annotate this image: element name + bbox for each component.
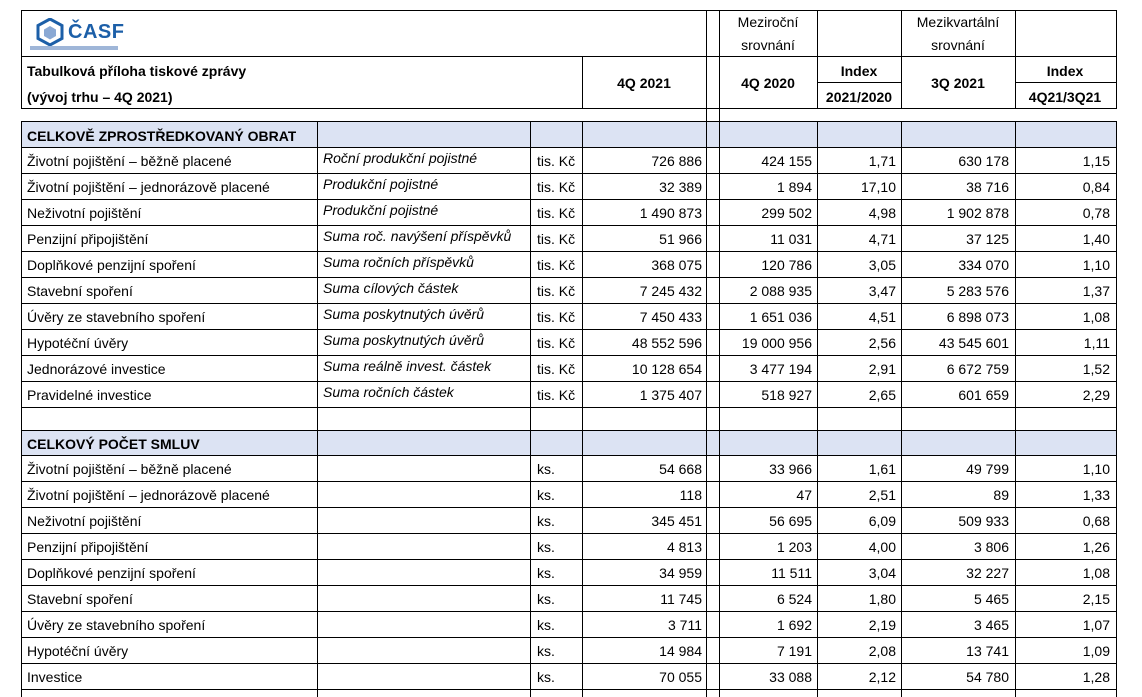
grid-line [1015, 10, 1016, 108]
grid-line [21, 611, 1117, 612]
value-4q2021: 32 389 [659, 179, 702, 195]
value-3q2021: 32 227 [966, 565, 1009, 581]
value-4q2020: 1 692 [776, 617, 812, 633]
grid-line [1116, 10, 1117, 108]
value-4q2021: 7 245 432 [639, 283, 702, 299]
index-2021-2020: 4,71 [868, 231, 896, 247]
index-2021-2020: 3,04 [868, 565, 896, 581]
grid-line [719, 108, 720, 121]
table-title: Tabulková příloha tiskové zprávy [27, 63, 247, 79]
row-name: Životní pojištění – jednorázově placené [27, 487, 270, 503]
row-name: Úvěry ze stavebního spoření [27, 309, 206, 325]
value-4q2021: 11 745 [660, 591, 702, 607]
value-4q2020: 1 651 036 [749, 309, 812, 325]
grid-line [706, 108, 707, 121]
row-metric: Suma poskytnutých úvěrů [323, 332, 485, 348]
index-2021-2020: 6,09 [868, 513, 896, 529]
row-unit: tis. Kč [537, 257, 576, 273]
row-metric: Roční produkční pojistné [323, 150, 478, 166]
grid-line [21, 481, 1117, 482]
grid-line [21, 455, 1117, 456]
row-metric: Suma roč. navýšení příspěvků [323, 228, 512, 244]
value-3q2021: 54 780 [966, 669, 1009, 685]
value-4q2020: 7 191 [776, 643, 812, 659]
grid-line [1116, 121, 1117, 430]
section2-title: CELKOVÝ POČET SMLUV [27, 436, 200, 452]
row-unit: ks. [537, 565, 555, 581]
index-2021-2020: 2,08 [868, 643, 896, 659]
row-name: Doplňkové penzijní spoření [27, 257, 196, 273]
row-unit: tis. Kč [537, 387, 576, 403]
grid-line [719, 121, 720, 430]
value-4q2021: 7 450 433 [639, 309, 702, 325]
value-4q2021: 118 [679, 487, 702, 503]
grid-line [530, 121, 531, 430]
row-name: Stavební spoření [27, 283, 133, 299]
value-4q2020: 33 088 [769, 669, 812, 685]
grid-line [317, 430, 318, 697]
grid-line [21, 121, 1117, 122]
row-name: Investice [27, 669, 83, 685]
casf-logo [36, 18, 124, 46]
col-header-index2-period: 4Q21/3Q21 [1028, 89, 1102, 105]
grid-line [21, 251, 1117, 252]
grid-line [530, 430, 531, 697]
value-3q2021: 5 283 576 [946, 283, 1009, 299]
grid-line [21, 407, 1117, 408]
index-2021-2020: 4,98 [868, 205, 896, 221]
row-name: Hypotéční úvěry [27, 335, 129, 351]
index-2021-2020: 2,65 [868, 387, 896, 403]
row-unit: tis. Kč [537, 361, 576, 377]
row-name: Životní pojištění – jednorázově placené [27, 179, 270, 195]
index-2021-2020: 4,51 [868, 309, 896, 325]
value-3q2021: 6 898 073 [946, 309, 1009, 325]
value-4q2020: 3 477 194 [749, 361, 812, 377]
row-name: Životní pojištění – běžně placené [27, 461, 232, 477]
value-4q2020: 19 000 956 [741, 335, 812, 351]
row-metric: Suma ročních příspěvků [323, 254, 474, 270]
row-unit: tis. Kč [537, 283, 576, 299]
row-name: Penzijní připojištění [27, 231, 149, 247]
value-3q2021: 601 659 [958, 387, 1009, 403]
logo-underline [30, 46, 118, 50]
value-3q2021: 5 465 [973, 591, 1009, 607]
col-header-index1-period: 2021/2020 [825, 89, 893, 105]
value-4q2020: 11 031 [770, 231, 812, 247]
index-4q21-3q21: 1,11 [1083, 335, 1110, 351]
index-2021-2020: 3,47 [868, 283, 896, 299]
value-3q2021: 37 125 [966, 231, 1009, 247]
value-3q2021: 3 465 [973, 617, 1009, 633]
value-4q2021: 368 075 [651, 257, 702, 273]
hexagon-logo-icon [36, 18, 64, 46]
value-4q2021: 54 668 [659, 461, 702, 477]
grid-line [21, 173, 1117, 174]
value-4q2020: 33 966 [769, 461, 812, 477]
index-4q21-3q21: 1,10 [1082, 461, 1110, 477]
index-4q21-3q21: 1,33 [1082, 487, 1110, 503]
grid-line [901, 121, 902, 430]
value-3q2021: 1 902 878 [946, 205, 1009, 221]
value-3q2021: 509 933 [958, 513, 1009, 529]
index-2021-2020: 1,80 [868, 591, 896, 607]
row-name: Úvěry ze stavebního spoření [27, 617, 206, 633]
row-name: Pravidelné investice [27, 387, 152, 403]
row-name: Neživotní pojištění [27, 513, 142, 529]
grid-line [706, 10, 707, 108]
row-unit: tis. Kč [537, 335, 576, 351]
grid-line [582, 430, 583, 697]
grid-line [21, 225, 1117, 226]
value-3q2021: 3 806 [973, 539, 1009, 555]
row-metric: Suma ročních částek [323, 384, 454, 400]
value-4q2021: 1 490 873 [639, 205, 702, 221]
grid-line [706, 121, 707, 430]
value-4q2021: 3 711 [668, 617, 702, 633]
col-header-index2: Index [1046, 63, 1084, 79]
index-4q21-3q21: 1,08 [1082, 309, 1110, 325]
value-4q2020: 6 524 [776, 591, 812, 607]
value-4q2021: 34 959 [659, 565, 702, 581]
grid-line [21, 507, 1117, 508]
row-name: Stavební spoření [27, 591, 133, 607]
value-4q2020: 1 894 [776, 179, 812, 195]
row-unit: ks. [537, 539, 555, 555]
col-header-4q2021: 4Q 2021 [617, 75, 671, 91]
grid-line [21, 147, 1117, 148]
value-4q2020: 518 927 [761, 387, 812, 403]
index-2021-2020: 1,61 [868, 461, 896, 477]
row-metric: Produkční pojistné [323, 176, 439, 192]
grid-line [21, 10, 22, 108]
section1-title: CELKOVĚ ZPROSTŘEDKOVANÝ OBRAT [27, 128, 297, 144]
value-4q2020: 1 203 [776, 539, 812, 555]
value-3q2021: 43 545 601 [938, 335, 1009, 351]
index-4q21-3q21: 1,15 [1082, 153, 1110, 169]
logo-text: ČASF [68, 20, 125, 43]
grid-line [21, 10, 1117, 11]
row-name: Životní pojištění – běžně placené [27, 153, 232, 169]
grid-line [21, 637, 1117, 638]
grid-line [317, 121, 318, 430]
col-header-3q2021: 3Q 2021 [931, 75, 985, 91]
index-4q21-3q21: 1,07 [1082, 617, 1110, 633]
index-4q21-3q21: 2,29 [1082, 387, 1110, 403]
grid-line [21, 430, 22, 697]
index-4q21-3q21: 0,68 [1082, 513, 1110, 529]
row-name: Penzijní připojištění [27, 539, 149, 555]
yoy-label-1: Meziroční [737, 14, 799, 30]
grid-line [21, 559, 1117, 560]
row-name: Neživotní pojištění [27, 205, 142, 221]
row-metric: Suma poskytnutých úvěrů [323, 306, 485, 322]
table-subtitle: (vývoj trhu – 4Q 2021) [27, 89, 173, 105]
index-4q21-3q21: 1,52 [1082, 361, 1110, 377]
grid-line [21, 277, 1117, 278]
index-2021-2020: 2,19 [868, 617, 896, 633]
value-3q2021: 630 178 [958, 153, 1009, 169]
row-unit: ks. [537, 513, 555, 529]
grid-line [21, 121, 22, 430]
grid-line [1015, 82, 1117, 83]
grid-line [582, 56, 583, 108]
grid-line [21, 56, 1117, 57]
value-4q2020: 424 155 [761, 153, 812, 169]
row-metric: Suma cílových částek [323, 280, 459, 296]
index-2021-2020: 2,91 [868, 361, 896, 377]
grid-line [719, 430, 720, 697]
value-4q2021: 345 451 [651, 513, 702, 529]
index-4q21-3q21: 1,26 [1082, 539, 1110, 555]
value-4q2021: 726 886 [651, 153, 702, 169]
row-unit: tis. Kč [537, 309, 576, 325]
row-metric: Produkční pojistné [323, 202, 439, 218]
grid-line [21, 355, 1117, 356]
value-4q2020: 2 088 935 [749, 283, 812, 299]
grid-line [817, 430, 818, 697]
row-unit: ks. [537, 487, 555, 503]
value-4q2021: 14 984 [659, 643, 702, 659]
index-4q21-3q21: 1,28 [1082, 669, 1110, 685]
index-2021-2020: 2,12 [868, 669, 896, 685]
grid-line [817, 10, 818, 108]
grid-line [719, 10, 720, 108]
value-4q2020: 11 511 [771, 565, 812, 581]
value-4q2021: 10 128 654 [631, 361, 702, 377]
index-4q21-3q21: 1,09 [1082, 643, 1110, 659]
row-name: Jednorázové investice [27, 361, 166, 377]
grid-line [582, 121, 583, 430]
row-unit: ks. [537, 643, 555, 659]
grid-line [21, 329, 1117, 330]
index-2021-2020: 2,56 [868, 335, 896, 351]
index-2021-2020: 2,51 [868, 487, 896, 503]
value-4q2021: 51 966 [659, 231, 702, 247]
grid-line [21, 430, 1117, 431]
row-name: Hypotéční úvěry [27, 643, 129, 659]
grid-line [901, 430, 902, 697]
index-2021-2020: 1,71 [868, 153, 896, 169]
row-unit: tis. Kč [537, 179, 576, 195]
qoq-label-1: Mezikvartální [916, 14, 1000, 30]
grid-line [21, 585, 1117, 586]
index-2021-2020: 17,10 [860, 179, 896, 195]
value-4q2020: 47 [796, 487, 812, 503]
grid-line [21, 303, 1117, 304]
grid-line [21, 689, 1117, 690]
grid-line [21, 381, 1117, 382]
grid-line [21, 533, 1117, 534]
grid-line [21, 199, 1117, 200]
row-metric: Suma reálně invest. částek [323, 358, 492, 374]
value-3q2021: 38 716 [966, 179, 1009, 195]
index-4q21-3q21: 1,10 [1082, 257, 1110, 273]
grid-line [21, 663, 1117, 664]
row-unit: tis. Kč [537, 205, 576, 221]
index-4q21-3q21: 1,37 [1082, 283, 1110, 299]
index-4q21-3q21: 1,08 [1082, 565, 1110, 581]
grid-line [21, 108, 1117, 109]
row-unit: tis. Kč [537, 231, 576, 247]
yoy-label-2: srovnání [741, 37, 795, 53]
value-4q2020: 299 502 [761, 205, 812, 221]
col-header-index1: Index [840, 63, 878, 79]
value-3q2021: 89 [993, 487, 1009, 503]
index-2021-2020: 4,00 [868, 539, 896, 555]
value-3q2021: 49 799 [966, 461, 1009, 477]
row-name: Doplňkové penzijní spoření [27, 565, 196, 581]
qoq-label-2: srovnání [931, 37, 985, 53]
col-header-4q2020: 4Q 2020 [741, 75, 795, 91]
value-4q2021: 1 375 407 [639, 387, 702, 403]
index-4q21-3q21: 1,40 [1082, 231, 1110, 247]
row-unit: ks. [537, 591, 555, 607]
row-unit: ks. [537, 669, 555, 685]
row-unit: tis. Kč [537, 153, 576, 169]
index-4q21-3q21: 0,78 [1082, 205, 1110, 221]
grid-line [817, 121, 818, 430]
grid-line [706, 430, 707, 697]
grid-line [817, 82, 902, 83]
value-4q2020: 56 695 [769, 513, 812, 529]
index-2021-2020: 3,05 [868, 257, 896, 273]
value-3q2021: 13 741 [966, 643, 1009, 659]
grid-line [1116, 430, 1117, 697]
value-3q2021: 334 070 [958, 257, 1009, 273]
grid-line [1015, 121, 1016, 430]
value-4q2020: 120 786 [761, 257, 812, 273]
index-4q21-3q21: 2,15 [1082, 591, 1110, 607]
value-4q2021: 4 813 [666, 539, 702, 555]
row-unit: ks. [537, 617, 555, 633]
grid-line [901, 10, 902, 108]
row-unit: ks. [537, 461, 555, 477]
value-4q2021: 70 055 [659, 669, 702, 685]
index-4q21-3q21: 0,84 [1082, 179, 1110, 195]
value-3q2021: 6 672 759 [946, 361, 1009, 377]
value-4q2021: 48 552 596 [631, 335, 702, 351]
grid-line [1015, 430, 1016, 697]
